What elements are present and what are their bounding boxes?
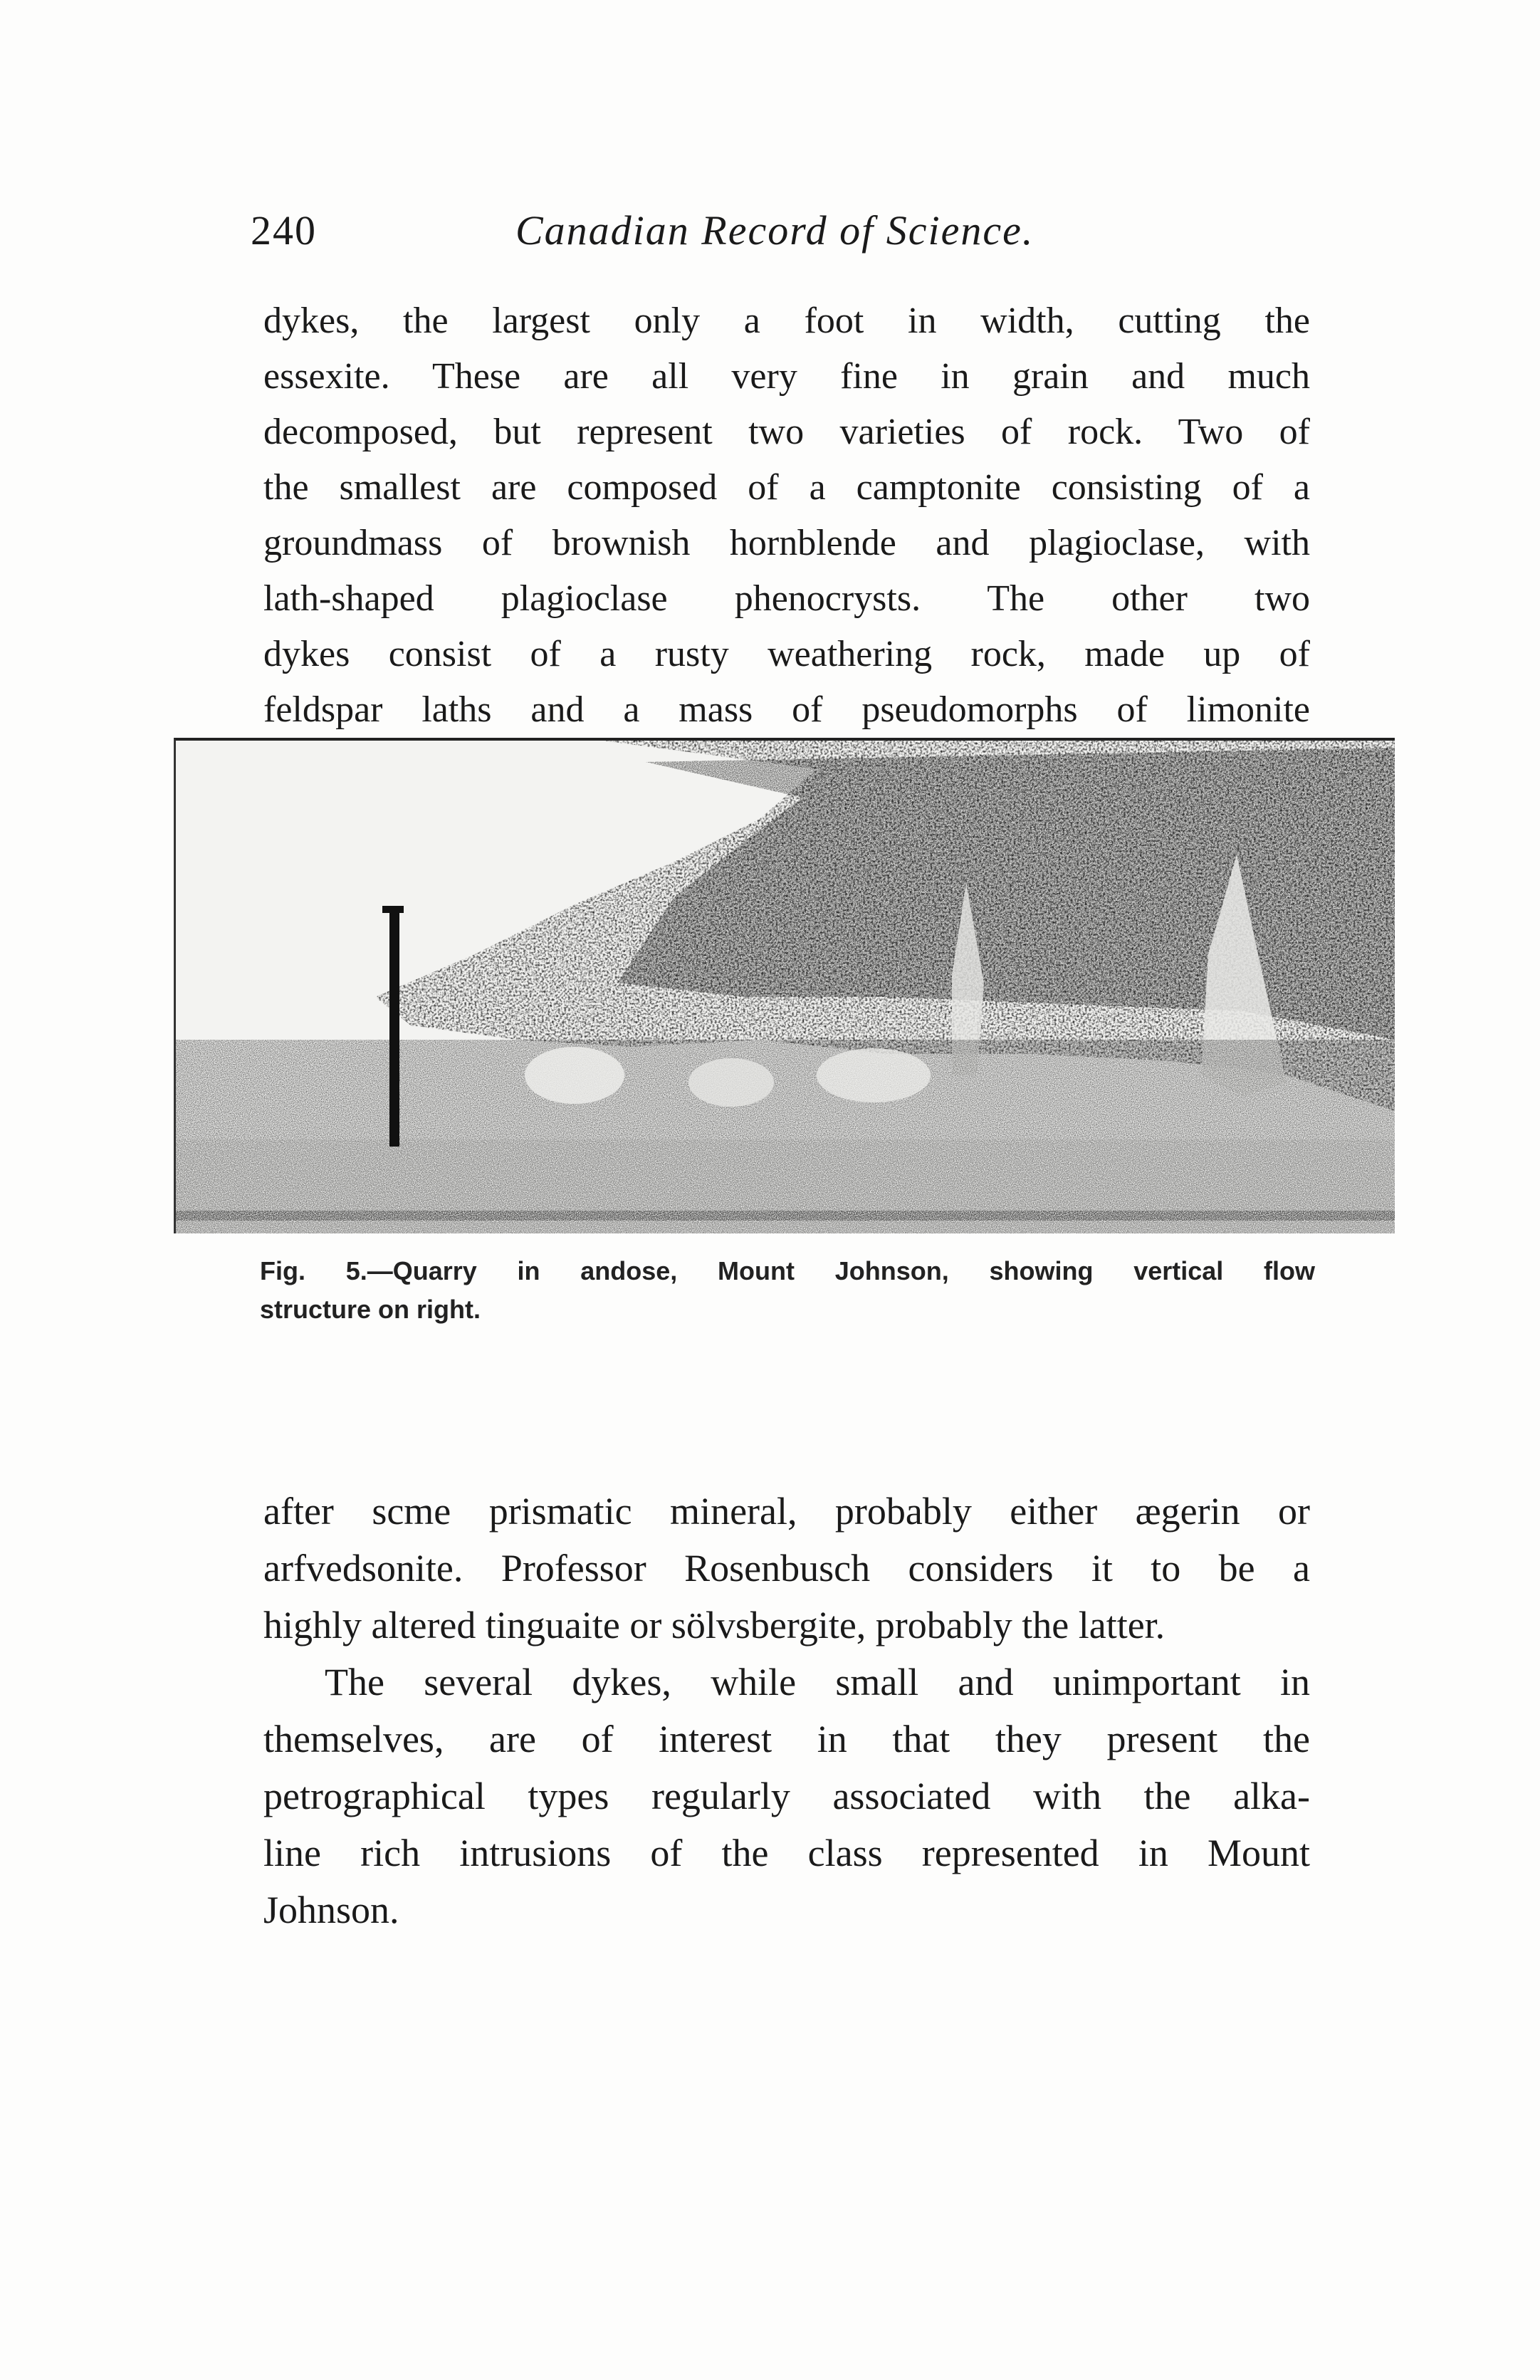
page-number: 240 — [251, 207, 317, 254]
figure-caption — [260, 1252, 1315, 1329]
quarry-photograph — [174, 738, 1395, 1233]
text-line: feldspar laths and a mass of pseudomorphs of limonite — [263, 689, 1310, 730]
caption-line: Fig. 5.—Quarry in andose, Mount Johnson, showing vertical flow — [260, 1256, 1315, 1285]
text-line: after scme prismatic mineral, probably either ægerin or — [263, 1490, 1310, 1533]
text-line: dykes consist of a rusty weathering rock, made up of — [263, 634, 1310, 674]
page-header — [251, 207, 1390, 263]
text-line: themselves, are of interest in that they present the — [263, 1718, 1310, 1760]
text-line: petrographical types regularly associated with the alka- — [263, 1775, 1310, 1817]
paragraph-after-figure — [263, 1483, 1310, 1654]
quarry-photo-illustration — [176, 741, 1395, 1233]
running-title: Canadian Record of Science. — [515, 207, 1034, 254]
paragraph-final — [263, 1654, 1310, 1938]
text-line: decomposed, but represent two varieties of rock. Two of — [263, 412, 1310, 452]
text-line: essexite. These are all very fine in grain and much — [263, 356, 1310, 397]
paragraph-continued — [263, 293, 1310, 738]
text-line: Johnson. — [263, 1889, 399, 1931]
text-line: groundmass of brownish hornblende and plagioclase, with — [263, 523, 1310, 563]
text-line: arfvedsonite. Professor Rosenbusch considers it to be a — [263, 1547, 1310, 1590]
caption-line: structure on right. — [260, 1295, 481, 1324]
text-line: the smallest are composed of a camptonite consisting of a — [263, 467, 1310, 508]
text-line: line rich intrusions of the class represented in Mount — [263, 1832, 1310, 1874]
text-line: lath-shaped plagioclase phenocrysts. The other two — [263, 578, 1310, 619]
text-line: dykes, the largest only a foot in width, cutting the — [263, 301, 1310, 341]
text-line: The several dykes, while small and unimportant in — [325, 1661, 1310, 1703]
text-line: highly altered tinguaite or sölvsbergite, probably the latter. — [263, 1604, 1166, 1646]
